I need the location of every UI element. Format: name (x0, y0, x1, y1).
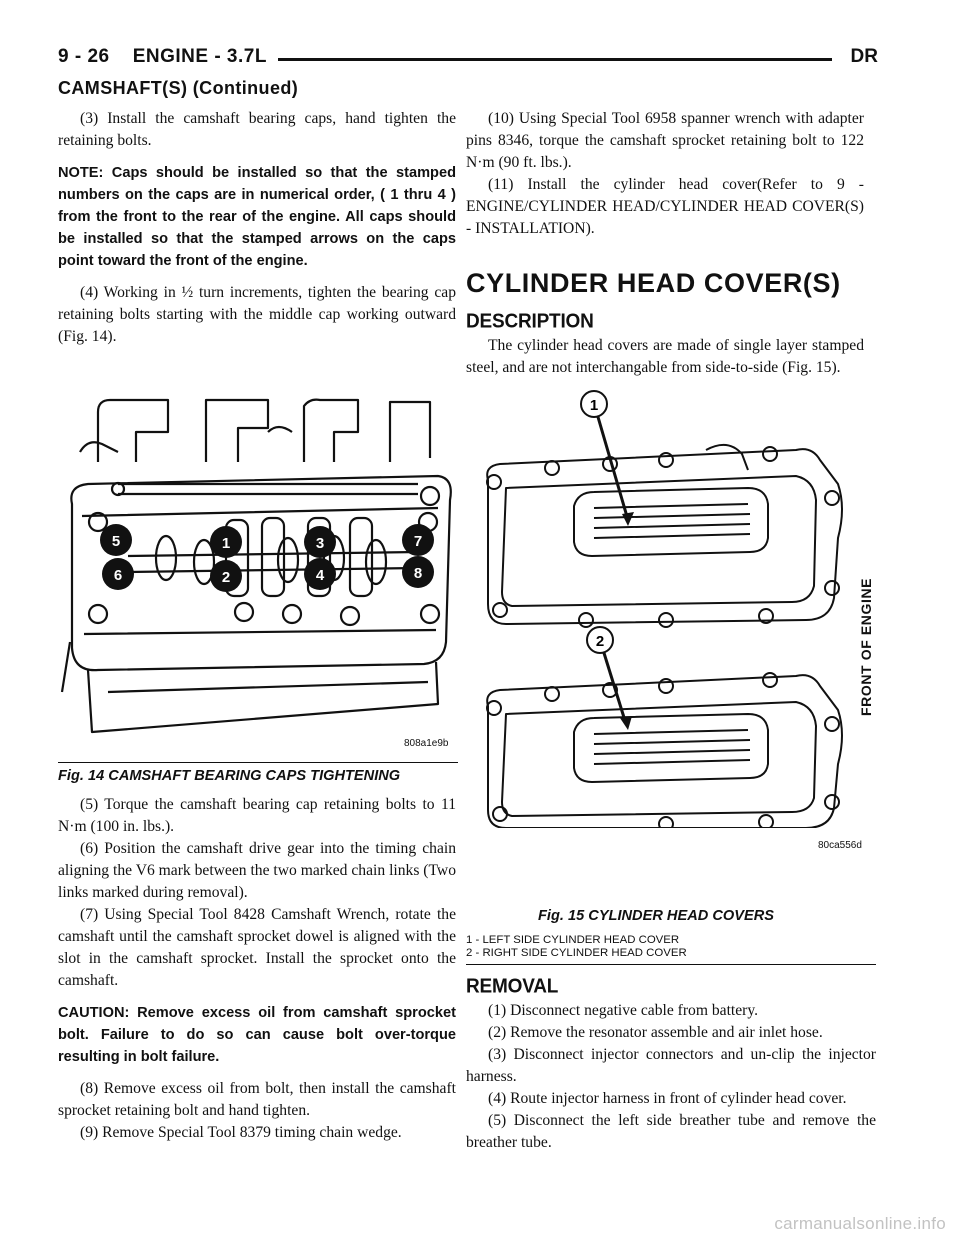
callout-4: 4 (315, 567, 325, 584)
description-text: The cylinder head covers are made of single layer stamped steel, and are not interchangable from side-to-side (Fig. 15). (466, 337, 864, 376)
step-4: (4) Working in ½ turn increments, tighten the bearing cap retaining bolts starting with the middle cap working outward (Fig. 14). (58, 284, 456, 345)
callout-8: 8 (413, 565, 423, 582)
step-7: (7) Using Special Tool 8428 Camshaft Wrench, rotate the camshaft until the camshaft sprocket dowel is aligned with the slot in the camshaft sprocket. Install the sprocket onto the camshaft. (58, 906, 456, 989)
figure-15-legend (466, 934, 687, 960)
callout-1: 1 (221, 535, 231, 552)
removal-step-3: (3) Disconnect injector connectors and un-clip the injector harness. (466, 1046, 876, 1085)
callout-5: 5 (111, 533, 121, 550)
header-rule (278, 58, 832, 61)
callout-2: 2 (221, 569, 231, 586)
callout-6: 6 (113, 567, 123, 584)
removal-step-1: (1) Disconnect negative cable from battery. (488, 1002, 759, 1019)
right-column-bottom (466, 970, 876, 1154)
step-5: (5) Torque the camshaft bearing cap retaining bolts to 11 N·m (100 in. lbs.). (58, 796, 456, 835)
caution-oil: CAUTION: Remove excess oil from camshaft sprocket bolt. Failure to do so can cause bolt over-torque resulting in bolt failure. (58, 1005, 456, 1065)
figure-15-rule (466, 964, 876, 965)
figure-15-caption: Fig. 15 CYLINDER HEAD COVERS (538, 908, 774, 924)
camshaft-bearing-caps-drawing (58, 392, 458, 762)
front-of-engine-label: FRONT OF ENGINE (858, 577, 874, 716)
legend-item-left-cover: 1 - LEFT SIDE CYLINDER HEAD COVER (466, 934, 680, 946)
right-column-top (466, 108, 864, 379)
step-3: (3) Install the camshaft bearing caps, hand tighten the retaining bolts. (58, 110, 456, 149)
step-9: (9) Remove Special Tool 8379 timing chain wedge. (80, 1124, 402, 1141)
section-title: CYLINDER HEAD COVER(S) (466, 268, 841, 298)
removal-step-2: (2) Remove the resonator assemble and air inlet hose. (488, 1024, 823, 1041)
step-6: (6) Position the camshaft drive gear into the timing chain aligning the V6 mark between the two marked chain links (Two links marked during removal). (58, 840, 456, 901)
legend-item-right-cover: 2 - RIGHT SIDE CYLINDER HEAD COVER (466, 947, 687, 959)
callout-2-cover: 2 (595, 633, 605, 650)
step-10: (10) Using Special Tool 6958 spanner wrench with adapter pins 8346, torque the camshaft sprocket retaining bolt to 122 N·m (90 ft. lbs.). (466, 110, 864, 171)
continued-heading: CAMSHAFT(S) (Continued) (58, 78, 299, 98)
callout-3: 3 (315, 535, 325, 552)
callout-7: 7 (413, 533, 423, 550)
cylinder-head-covers-drawing (466, 388, 858, 828)
removal-step-4: (4) Route injector harness in front of cylinder head cover. (488, 1090, 847, 1107)
figure-15-id: 80ca556d (818, 840, 862, 851)
callout-1-cover: 1 (589, 397, 599, 414)
removal-heading: REMOVAL (466, 975, 559, 998)
note-caps: NOTE: Caps should be installed so that the stamped numbers on the caps are in numerical order, ( 1 thru 4 ) from the front to the rear of the engine. All caps should be installed so that the stamped arrows on the caps point toward the front of the engine. (58, 165, 456, 269)
figure-14-id: 808a1e9b (404, 738, 449, 749)
description-heading: DESCRIPTION (466, 310, 594, 333)
left-column-top (58, 108, 456, 348)
page-number-section: 9 - 26 ENGINE - 3.7L (58, 46, 267, 67)
watermark: carmanualsonline.info (774, 1214, 946, 1233)
figure-14-rule (58, 762, 458, 763)
figure-14 (58, 392, 458, 762)
removal-step-5: (5) Disconnect the left side breather tube and remove the breather tube. (466, 1112, 876, 1151)
step-11: (11) Install the cylinder head cover(Refer to 9 - ENGINE/CYLINDER HEAD/CYLINDER HEAD COVER(S) - INSTALLATION). (466, 176, 864, 237)
page-header (58, 44, 878, 74)
step-8: (8) Remove excess oil from bolt, then install the camshaft sprocket retaining bolt and hand tighten. (58, 1080, 456, 1119)
figure-15 (466, 388, 876, 851)
figure-14-caption: Fig. 14 CAMSHAFT BEARING CAPS TIGHTENING (58, 768, 401, 784)
left-column-bottom (58, 794, 456, 1144)
model-code: DR (850, 46, 878, 67)
